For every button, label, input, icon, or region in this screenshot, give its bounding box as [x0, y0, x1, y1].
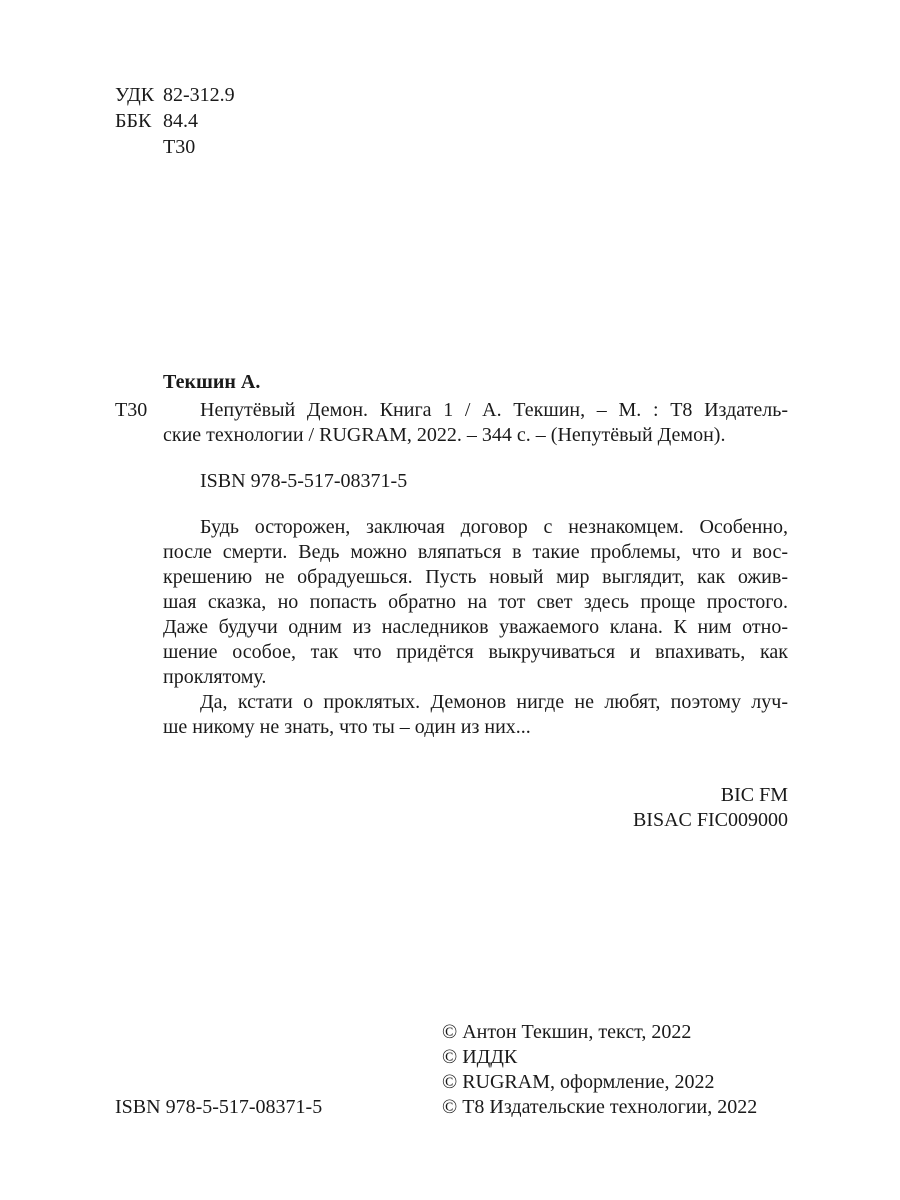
udk-row [115, 82, 235, 108]
copyright-line: © Т8 Издательские технологии, 2022 [442, 1096, 758, 1118]
bibliographic-description [163, 398, 788, 448]
bisac-code: BISAC FIC009000 [632, 809, 788, 831]
annotation-line: Будь осторожен, заключая договор с незнакомцем. Особенно, [200, 516, 788, 538]
annotation-line: Да, кстати о проклятых. Демонов нигде не любят, поэтому луч- [200, 691, 788, 713]
bbk-label: ББК [115, 110, 152, 132]
biblio-line: ские технологии / RUGRAM, 2022. – 344 с. – (Непутёвый Демон). [163, 424, 726, 446]
copyright-block [442, 1020, 757, 1120]
annotation-line: Даже будучи одним из наследников уважаемого клана. К ним отно- [163, 616, 788, 638]
udk-label: УДК [115, 84, 155, 106]
author-mark-row [115, 134, 235, 160]
annotation [163, 515, 788, 740]
copyright-line: © RUGRAM, оформление, 2022 [442, 1071, 715, 1093]
annotation-line: проклятому. [163, 666, 267, 688]
author-mark-value: Т30 [163, 136, 196, 158]
bbk-value: 84.4 [163, 110, 198, 132]
copyright-line: © Антон Текшин, текст, 2022 [442, 1021, 692, 1043]
annotation-line: шение особое, так что придётся выкручиваться и впахивать, как [163, 641, 788, 663]
classification-codes [115, 82, 235, 160]
annotation-line: крешению не обрадуешься. Пусть новый мир выглядит, как ожив- [163, 566, 788, 588]
bic-code: BIC FM [720, 784, 788, 806]
udk-value: 82-312.9 [163, 84, 235, 106]
annotation-line: шая сказка, но попасть обратно на тот свет здесь проще простого. [163, 591, 788, 613]
bbk-row [115, 108, 235, 134]
biblio-line: Непутёвый Демон. Книга 1 / А. Текшин, – М. : Т8 Издатель- [200, 399, 788, 421]
isbn-top: ISBN 978-5-517-08371-5 [200, 470, 408, 492]
isbn-bottom: ISBN 978-5-517-08371-5 [115, 1096, 323, 1118]
subject-classifications [633, 783, 788, 833]
annotation-line: ше никому не знать, что ты – один из них... [163, 716, 531, 738]
annotation-line: после смерти. Ведь можно вляпаться в такие проблемы, что и вос- [163, 541, 788, 563]
author-name: Текшин А. [163, 371, 261, 393]
copyright-line: © ИДДК [442, 1046, 518, 1068]
library-mark: Т30 [115, 399, 148, 421]
